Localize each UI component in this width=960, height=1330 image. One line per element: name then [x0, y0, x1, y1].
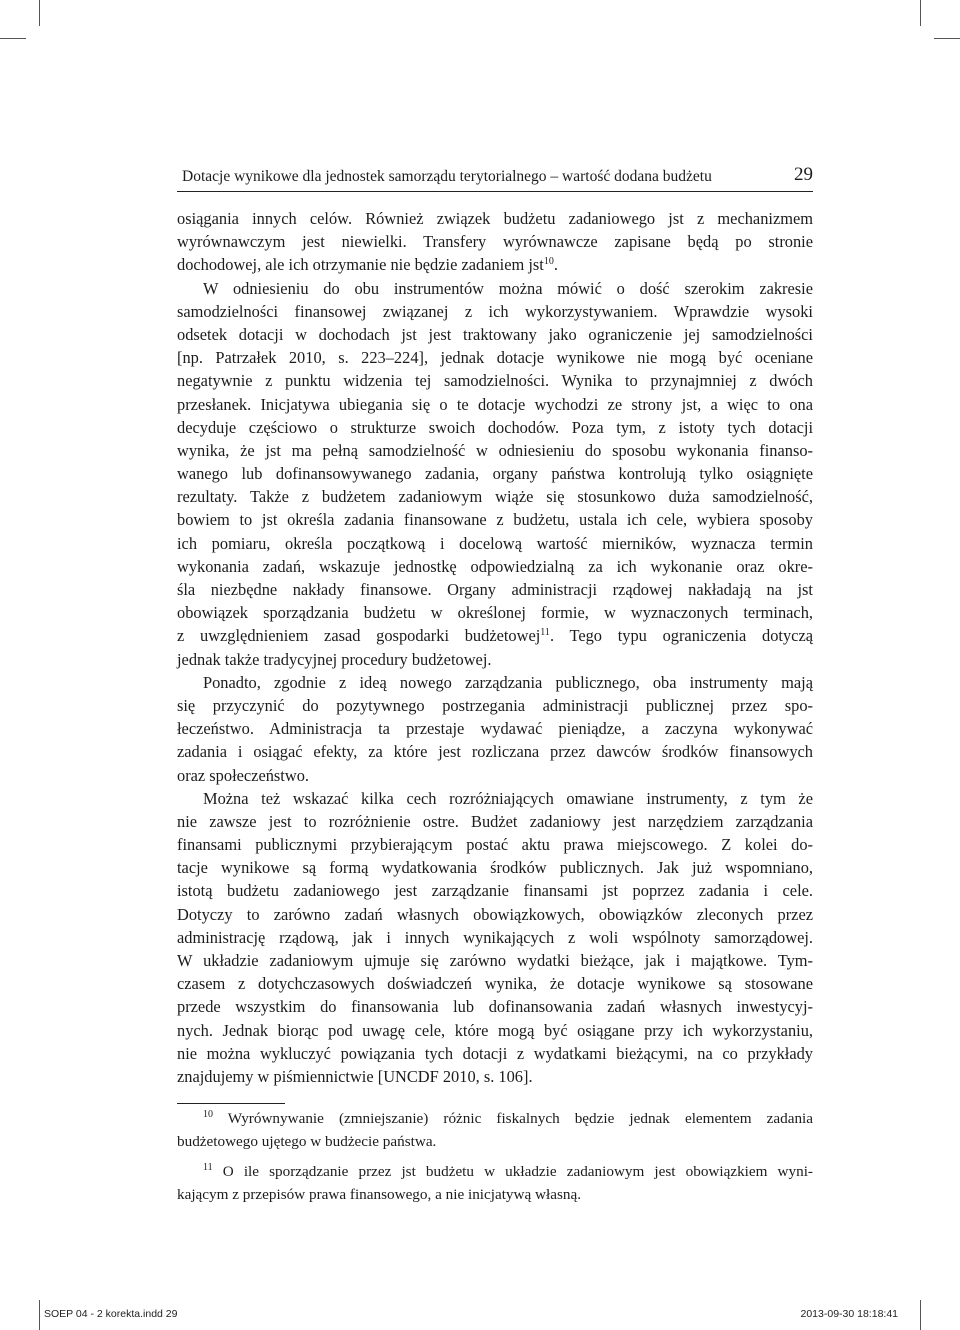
footnote-ref-11[interactable]: 11 [540, 627, 550, 639]
body-line: oraz społeczeństwo. [177, 765, 309, 785]
body-line: wykonania zadań, wskazuje jednostkę odpowiedzialną za ich wykonanie oraz okre- [177, 556, 813, 576]
footnote-11: $^{11}$ O ile sporządzanie przez jst budżetu w układzie zadaniowym jest obowiązkiem wyni- [203, 1162, 813, 1180]
footnotes [177, 1108, 813, 1206]
body-line: zadania i osiągać efekty, za które jest rozliczana przez dawców środków finansowych [177, 742, 813, 762]
body-line: Dotyczy to zarówno zadań własnych obowiązkowych, obowiązków zleconych przez [177, 904, 813, 924]
body-line: przede wszystkim do finansowania lub dofinansowania zadań własnych inwestycyj- [177, 997, 813, 1017]
footnote-line: budżetowego ujętego w budżecie państwa. [177, 1132, 437, 1150]
body-line: jednak także tradycyjnej procedury budżetowej. [177, 649, 492, 669]
body-line: czasem z dotychczasowych doświadczeń wynika, że dotacje wynikowe są stosowane [177, 974, 813, 994]
body-text [177, 207, 813, 1088]
body-line: wanego lub dofinansowywanego zadania, organy państwa kontrolują tylko osiągnięte [177, 464, 813, 484]
body-line: łeczeństwo. Administracja ta przestaje wydawać pieniądze, a zaczyna wykonywać [177, 719, 813, 739]
body-line: Można też wskazać kilka cech rozróżniających omawiane instrumenty, z tym że [203, 788, 813, 808]
body-line: tacje wynikowe są formą wydatkowania środków publicznych. Jak już wspomniano, [177, 858, 813, 878]
body-line: W układzie zadaniowym ujmuje się zarówno wydatki bieżące, jak i majątkowe. Tym- [177, 951, 813, 970]
running-title: Dotacje wynikowe dla jednostek samorządu terytorialnego – wartość dodana budżetu [182, 168, 712, 185]
crop-mark-top-right-v [920, 0, 921, 26]
body-line: ich pomiaru, określa początkową i docelową wartość mierników, wyznacza termin [177, 533, 813, 553]
body-line: bowiem to jst określa zadania finansowane z budżetu, ustala ich cele, wybiera sposoby [177, 510, 813, 530]
body-line: odsetek dotacji w dochodach jst jest traktowany jako ograniczenie jej samodzielności [177, 324, 813, 344]
page-number: 29 [794, 164, 813, 185]
body-line: [np. Patrzałek 2010, s. 223–224], jednak dotacje wynikowe nie mogą być oceniane [177, 348, 813, 368]
body-line: rezultaty. Także z budżetem zadaniowym wiąże się stosunkowo duża samodzielność, [177, 487, 813, 507]
body-line: śla niezbędne nakłady finansowe. Organy administracji rządowej nakładają na jst [177, 580, 813, 599]
footnote-number: 11 [203, 1162, 213, 1173]
crop-mark-top-left-v [39, 0, 40, 26]
crop-mark-bottom-left-v [39, 1300, 40, 1330]
body-line: negatywnie z punktu widzenia tej samodzielności. Wynika to przynajmniej z dwóch [177, 371, 813, 391]
body-line: się przyczynić do pozytywnego postrzegania administracji publicznej przez spo- [177, 695, 813, 715]
body-line: osiągania innych celów. Również związek budżetu zadaniowego jst z mechanizmem [177, 209, 813, 228]
body-line: Ponadto, zgodnie z ideą nowego zarządzania publicznego, oba instrumenty mają [203, 672, 813, 692]
body-line: znajdujemy w piśmiennictwie [UNCDF 2010, s. 106]. [177, 1066, 533, 1086]
running-header [177, 164, 813, 192]
crop-mark-top-left-h [0, 38, 26, 39]
slug-file: SOEP 04 - 2 korekta.indd 29 [44, 1308, 178, 1320]
footnote-separator [177, 1103, 285, 1104]
body-line: W odniesieniu do obu instrumentów można mówić o dość szerokim zakresie [203, 278, 813, 298]
header-rule [177, 191, 813, 192]
body-line: obowiązek sporządzania budżetu w określonej formie, w wyznaczonych terminach, [177, 603, 813, 623]
body-line: nie zawsze jest to rozróżnienie ostre. Budżet zadaniowy jest narzędziem zarządzania [177, 811, 813, 831]
body-line: nie można wykluczyć powiązania tych dotacji z wydatkami bieżącymi, na co przykłady [177, 1043, 813, 1063]
body-line: wyrównawczym jest niewielki. Transfery wyrównawcze zapisane będą po stronie [177, 232, 813, 252]
footnote-number: 10 [203, 1109, 213, 1120]
footnote-10: $^{10}$ Wyrównywanie (zmniejszanie) różnic fiskalnych będzie jednak elementem zadania [203, 1109, 813, 1127]
footnote-ref-10[interactable]: 10 [543, 256, 554, 268]
footnote-line: kającym z przepisów prawa finansowego, a nie inicjatywą własną. [177, 1185, 582, 1203]
body-line: dochodowej, ale ich otrzymanie nie będzie zadaniem jst$^{10}$. [177, 255, 558, 275]
crop-mark-top-right-h [934, 38, 960, 39]
body-line: nych. Jednak biorąc pod uwagę cele, które mogą być osiągane przy ich wykorzystaniu, [177, 1020, 813, 1040]
body-line: decyduje częściowo o strukturze swoich dochodów. Poza tym, z istoty tych dotacji [177, 417, 813, 437]
crop-mark-bottom-right-v [920, 1300, 921, 1330]
body-line: finansami publicznymi przybierającym postać aktu prawa miejscowego. Z kolei do- [177, 835, 813, 855]
slug-timestamp: 2013-09-30 18:18:41 [800, 1308, 898, 1320]
body-line: wynika, że jst ma pełną samodzielność w odniesieniu do sposobu wykonania finanso- [177, 440, 813, 460]
body-line: istotą budżetu zadaniowego jest zarządzanie finansami jst poprzez zadania i cele. [177, 881, 813, 901]
body-line: administrację rządową, jak i innych wynikających z woli wspólnoty samorządowej. [177, 927, 813, 947]
body-line: z uwzględnieniem zasad gospodarki budżetowej$^{11}$. Tego typu ograniczenia dotyczą [177, 626, 813, 646]
body-line: samodzielności finansowej związanej z ich wykorzystywaniem. Wprawdzie wysoki [177, 301, 813, 321]
body-line: przesłanek. Inicjatywa ubiegania się o te dotacje wychodzi ze strony jst, a więc to ona [177, 394, 813, 414]
